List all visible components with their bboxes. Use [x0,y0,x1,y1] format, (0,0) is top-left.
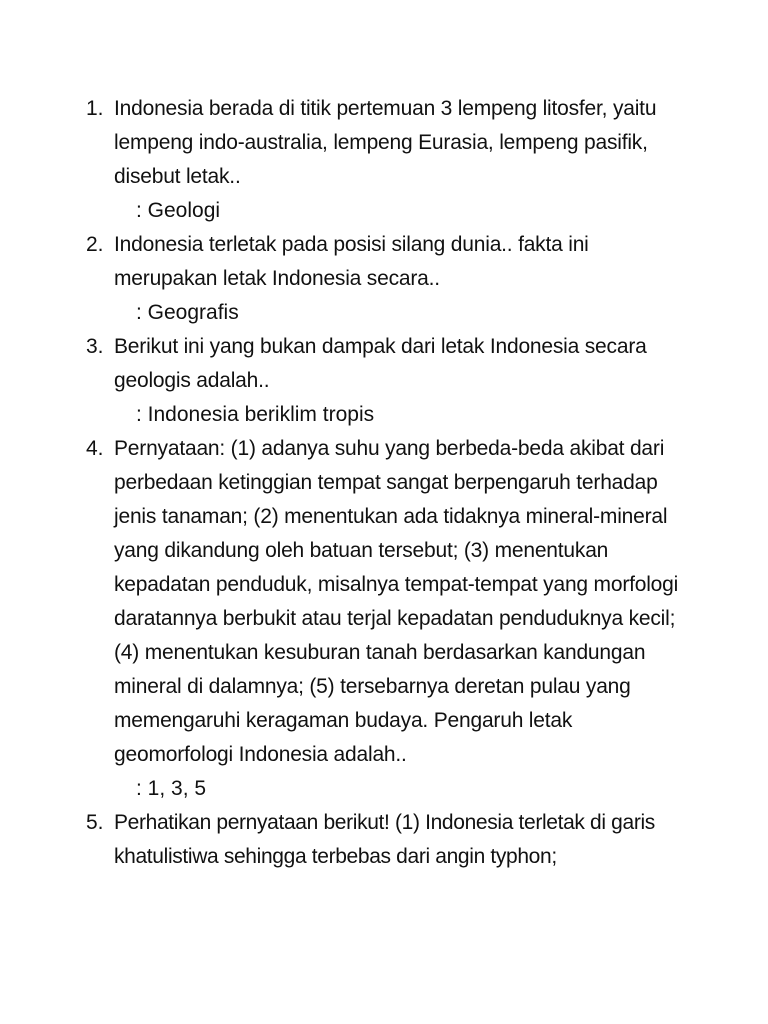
question-answer: : 1, 3, 5 [136,777,207,800]
question-text: Perhatikan pernyataan berikut! (1) Indonesia terletak di garis khatulistiwa sehingga terbebas dari angin typhon; [114,811,655,868]
question-number: 5. [86,811,104,834]
question-item-2 [86,228,686,330]
question-number: 2. [86,233,104,256]
question-item-1 [86,92,686,228]
question-number: 1. [86,97,104,120]
question-item-4 [86,432,686,806]
question-answer: : Geologi [136,199,221,222]
question-answer: : Geografis [136,301,239,324]
question-number: 4. [86,437,104,460]
question-text: Indonesia terletak pada posisi silang dunia.. fakta ini merupakan letak Indonesia secara.. [114,233,589,290]
question-text: Berikut ini yang bukan dampak dari letak Indonesia secara geologis adalah.. [114,335,647,392]
question-answer: : Indonesia beriklim tropis [136,403,375,426]
question-text: Pernyataan: (1) adanya suhu yang berbeda-beda akibat dari perbedaan ketinggian tempat sangat berpengaruh terhadap jenis tanaman; (2) menentukan ada tidaknya mineral-mineral yang dikandung oleh batuan tersebut; (3) menentukan kepadatan penduduk, misalnya tempat-tempat yang morfologi daratannya berbukit atau terjal kepadatan penduduknya kecil; (4) menentukan kesuburan tanah berdasarkan kandungan mineral di dalamnya; (5) tersebarnya deretan pulau yang memengaruhi keragaman budaya. Pengaruh letak geomorfologi Indonesia adalah.. [114,437,679,766]
question-list [86,92,686,874]
question-text: Indonesia berada di titik pertemuan 3 lempeng litosfer, yaitu lempeng indo-australia, lempeng Eurasia, lempeng pasifik, disebut letak.. [114,97,657,188]
question-number: 3. [86,335,104,358]
question-item-5 [86,806,686,874]
question-item-3 [86,330,686,432]
